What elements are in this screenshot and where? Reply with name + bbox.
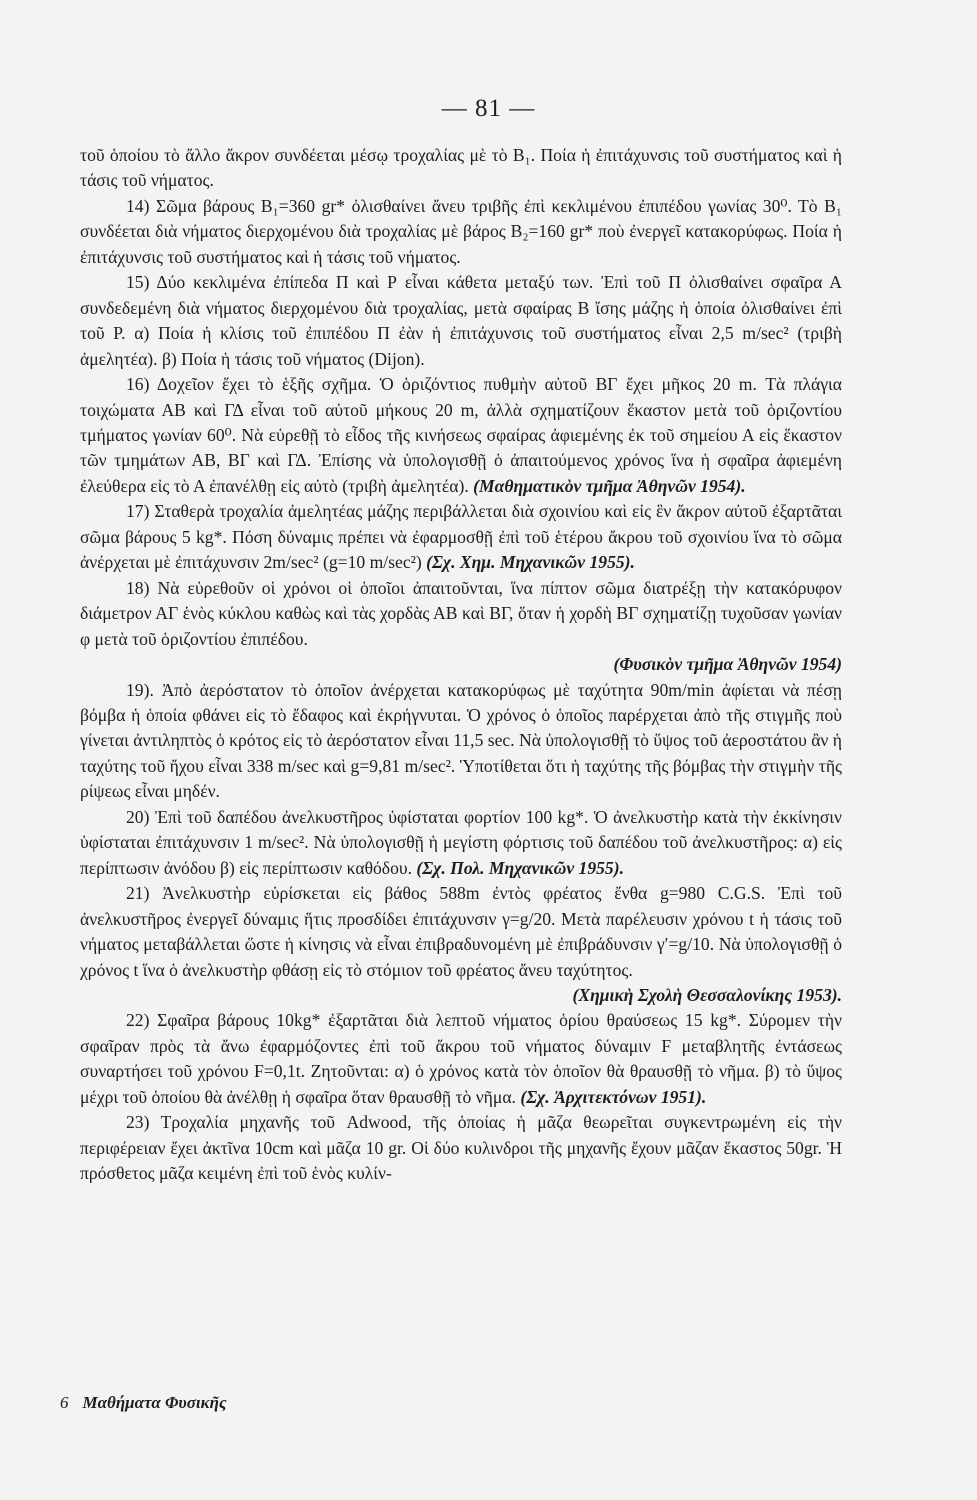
problem-20-source: (Σχ. Πολ. Μηχανικῶν 1955). [416,857,624,878]
problem-21: 21) Ἀνελκυστὴρ εὑρίσκεται εἰς βάθος 588m ἐντὸς φρέατος ἔνθα g=980 C.G.S. Ἐπὶ τοῦ ἀνελκυστῆρος ἐνεργεῖ δύναμις ἥτις προσδίδει ἐπιτάχυνσιν γ=g/20. Μετὰ παρέλευσιν χρόνου t ἡ τάσις τοῦ νήματος μεταβάλλεται ὥστε ἡ κίνησις νὰ εἶναι ἐπιβραδυνομένη μὲ ἐπιβράδυνσιν γ′=g/10. Νὰ ὑπολογισθῇ ὁ χρόνος t ἵνα ὁ ἀνελκυστὴρ φθάσῃ εἰς τὸ στόμιον τοῦ φρέατος ἄνευ ταχύτητος. [80,883,842,980]
problem-22: 22) Σφαῖρα βάρους 10kg* ἐξαρτᾶται διὰ λεπτοῦ νήματος ὁρίου θραύσεως 15 kg*. Σύρομεν τὴν σφαῖραν πρὸς τὰ ἄνω ἐφαρμόζοντες ἐπὶ τοῦ ἄκρου τοῦ νήματος δύναμιν F μεταβλητῆς ἐντάσεως συναρτήσει τοῦ χρόνου F=0,1t. Ζητοῦνται: α) ὁ χρόνος κατὰ τὸν ὁποῖον θὰ θραυσθῇ τὸ νῆμα. β) τὸ ὕψος μέχρι τοῦ ὁποίου θὰ ἀνέλθῃ ἡ σφαῖρα ὅταν θραυσθῇ τὸ νῆμα. (Σχ. Ἀρχιτεκτόνων 1951). [80,1010,842,1107]
page-footer [60,1393,227,1413]
problem-15: 15) Δύο κεκλιμένα ἐπίπεδα Π καὶ Ρ εἶναι κάθετα μεταξύ των. Ἐπὶ τοῦ Π ὀλισθαίνει σφαῖρα Α συνδεδεμένη διὰ νήματος διερχομένου διὰ τροχαλίας, μετὰ σφαίρας Β ἴσης μάζης ἡ ὁποία ὀλισθαίνει ἐπὶ τοῦ Ρ. α) Ποία ἡ κλίσις τοῦ ἐπιπέδου Π ἐὰν ἡ ἐπιτάχυνσις τοῦ συστήματος εἶναι 2,5 m/sec² (τριβὴ ἀμελητέα). β) Ποία ἡ τάσις τοῦ νήματος (Dijon). [80,272,842,369]
problem-18: 18) Νὰ εὑρεθοῦν οἱ χρόνοι οἱ ὁποῖοι ἀπαιτοῦνται, ἵνα πίπτον σῶμα διατρέξῃ τὴν κατακόρυφον διάμετρον ΑΓ ἑνὸς κύκλου καθὼς καὶ τὰς χορδὰς ΑΒ καὶ ΒΓ, ὅταν ἡ χορδὴ ΒΓ σχηματίζῃ τυχοῦσαν γωνίαν φ μετὰ τοῦ ὁριζοντίου ἐπιπέδου. [80,577,842,649]
problem-17-source: (Σχ. Χημ. Μηχανικῶν 1955). [426,552,635,573]
problem-23: 23) Τροχαλία μηχανῆς τοῦ Adwood, τῆς ὁποίας ἡ μᾶζα θεωρεῖται συγκεντρωμένη εἰς τὴν περιφέρειαν ἔχει ἀκτῖνα 10cm καὶ μᾶζα 10 gr. Οἱ δύο κυλινδροι τῆς μηχανῆς ἔχουν μᾶζαν ἕκαστος 50gr. Ἡ πρόσθετος μᾶζα κειμένη ἐπὶ τοῦ ἑνὸς κυλίν- [80,1112,842,1184]
problem-16-source: (Μαθηματικὸν τμῆμα Ἀθηνῶν 1954). [473,475,746,496]
problem-17: 17) Σταθερὰ τροχαλία ἀμελητέας μάζης περιβάλλεται διὰ σχοινίου καὶ εἰς ἓν ἄκρον αὐτοῦ ἐξαρτᾶται σῶμα βάρους 5 kg*. Πόση δύναμις πρέπει νὰ ἐφαρμοσθῇ ἐπὶ τοῦ ἑτέρου ἄκρου τοῦ σχοινίου ἵνα τὸ σῶμα ἀνέρχεται μὲ ἐπιτάχυνσιν 2m/sec² (g=10 m/sec²) (Σχ. Χημ. Μηχανικῶν 1955). [80,501,842,573]
page-number: — 81 — [441,95,536,122]
problem-20: 20) Ἐπὶ τοῦ δαπέδου ἀνελκυστῆρος ὑφίσταται φορτίον 100 kg*. Ὁ ἀνελκυστὴρ κατὰ τὴν ἐκκίνησιν ὑφίσταται ἐπιτάχυνσιν 1 m/sec². Νὰ ὑπολογισθῇ ἡ μεγίστη φόρτισις τοῦ δαπέδου τοῦ ἀνελκυστῆρος: α) εἰς περίπτωσιν ἀνόδου β) εἰς περίπτωσιν καθόδου. (Σχ. Πολ. Μηχανικῶν 1955). [80,806,842,878]
body-text [80,143,842,1187]
problem-19: 19). Ἀπὸ ἀερόστατον τὸ ὁποῖον ἀνέρχεται κατακορύφως μὲ ταχύτητα 90m/min ἀφίεται νὰ πέσῃ βόμβα ἡ ὁποία φθάνει εἰς τὸ ἔδαφος καὶ ἐκρήγνυται. Ὁ χρόνος ὁ ὁποῖος παρέρχεται ἀπὸ τῆς στιγμῆς ποὺ γίνεται ἀντιληπτὸς ὁ κρότος εἰς τὸ ἀερόστατον εἶναι 11,5 sec. Νὰ ὑπολογισθῇ τὸ ὕψος τοῦ ἀεροστάτου ἂν ἡ ταχύτης τοῦ ἤχου εἶναι 338 m/sec καὶ g=9,81 m/sec². Ὑποτίθεται ὅτι ἡ ταχύτης τῆς βόμβας τὴν στιγμὴν τῆς ρίψεως εἶναι μηδέν. [80,679,842,802]
book-title: Μαθήματα Φυσικῆς [82,1393,227,1412]
problem-14: 14) Σῶμα βάρους B₁=360 gr* ὀλισθαίνει ἄνευ τριβῆς ἐπὶ κεκλιμένου ἐπιπέδου γωνίας 30⁰. Τὸ B₁ συνδέεται διὰ νήματος διερχομένου διὰ τροχαλίας μὲ βάρος B₂=160 gr* ποὺ ἐνεργεῖ κατακορύφως. Ποία ἡ ἐπιτάχυνσις τοῦ συστήματος καὶ ἡ τάσις τοῦ νήματος. [80,195,842,267]
signature-mark: 6 [60,1393,69,1412]
problem-22-source: (Σχ. Ἀρχιτεκτόνων 1951). [520,1086,707,1107]
problem-16: 16) Δοχεῖον ἔχει τὸ ἑξῆς σχῆμα. Ὁ ὁριζόντιος πυθμὴν αὐτοῦ ΒΓ ἔχει μῆκος 20 m. Τὰ πλάγια τοιχώματα ΑΒ καὶ ΓΔ εἶναι τοῦ αὐτοῦ μήκους 20 m, ἀλλὰ σχηματίζουν ἕκαστον μετὰ τοῦ ὁριζοντίου τμήματος γωνίαν 60⁰. Νὰ εὑρεθῇ τὸ εἶδος τῆς κινήσεως σφαίρας ἀφιεμένης ἐκ τοῦ σημείου Α εἰς ἕκαστον τῶν τμημάτων ΑΒ, ΒΓ καὶ ΓΔ. Ἐπίσης νὰ ὑπολογισθῇ ὁ ἀπαιτούμενος χρόνος ἵνα ἡ σφαῖρα ἀφιεμένη ἐλεύθερα εἰς τὸ Α ἐπανέλθῃ εἰς αὐτὸ (τριβὴ ἀμελητέα). (Μαθηματικὸν τμῆμα Ἀθηνῶν 1954). [80,374,842,496]
problem-21-source: (Χημικὴ Σχολὴ Θεσσαλονίκης 1953). [572,984,842,1005]
paragraph-continuation: τοῦ ὁποίου τὸ ἄλλο ἄκρον συνδέεται μέσῳ τροχαλίας μὲ τὸ B₁. Ποία ἡ ἐπιτάχυνσις τοῦ συστήματος καὶ ἡ τάσις τοῦ νήματος. [80,145,842,191]
problem-18-source: (Φυσικὸν τμῆμα Ἀθηνῶν 1954) [613,654,842,675]
